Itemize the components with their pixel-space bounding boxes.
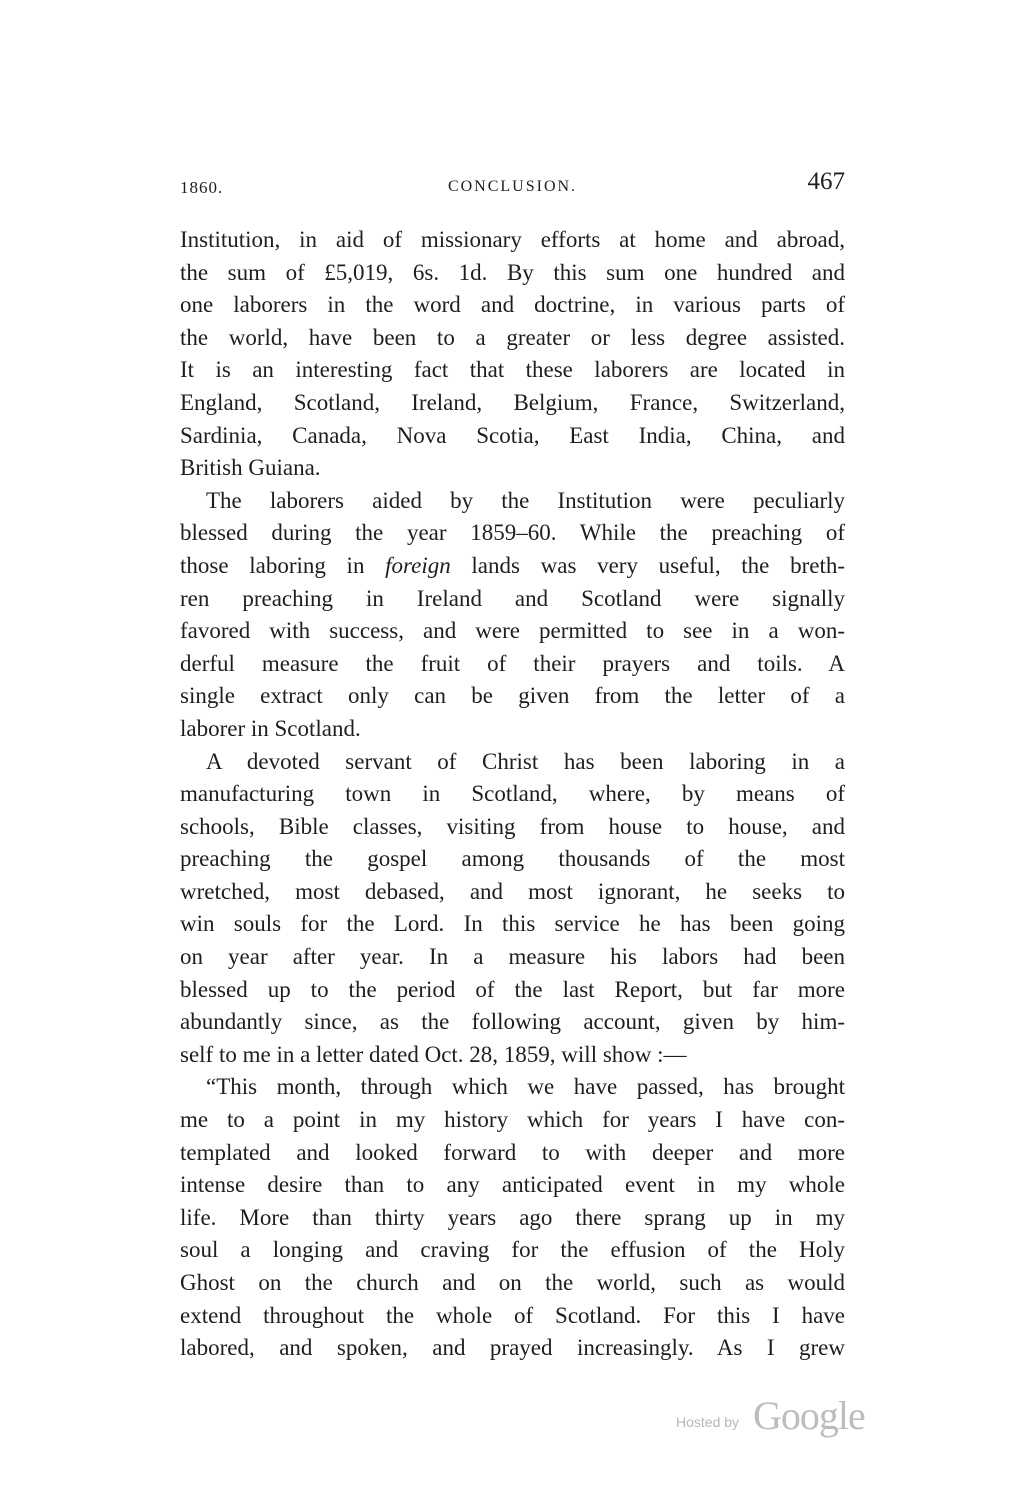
google-logo: Google [753, 1393, 865, 1438]
paragraph [180, 485, 845, 746]
paragraph [180, 1071, 845, 1364]
text-line: wretched, most debased, and most ignorant, he seeks to [180, 878, 845, 904]
paragraph [180, 224, 845, 485]
text-fragment: lands was very useful, the breth- [450, 552, 845, 578]
running-head [180, 168, 845, 202]
paragraph [180, 746, 845, 1072]
text-line: on year after year. In a measure his labors had been [180, 944, 845, 970]
page-number: 467 [807, 168, 845, 195]
text-line: schools, Bible classes, visiting from house to house, and [180, 813, 845, 839]
text-line: The laborers aided by the Institution were peculiarly [206, 487, 845, 513]
text-line: self to me in a letter dated Oct. 28, 1859, will show :— [180, 1041, 687, 1067]
body-text [180, 224, 845, 1365]
text-line: the sum of £5,019, 6s. 1d. By this sum one hundred and [180, 259, 845, 285]
text-line: “This month, through which we have passed, has brought [206, 1074, 845, 1100]
text-line: A devoted servant of Christ has been laboring in a [206, 748, 845, 774]
text-line: templated and looked forward to with deeper and more [180, 1139, 845, 1165]
text-line: blessed up to the period of the last Report, but far more [180, 976, 845, 1002]
text-line: soul a longing and craving for the effusion of the Holy [180, 1237, 845, 1263]
text-line: favored with success, and were permitted to see in a won- [180, 618, 845, 644]
text-line: the world, have been to a greater or less degree assisted. [180, 324, 845, 350]
text-line: abundantly since, as the following account, given by him- [180, 1009, 845, 1035]
text-line: Ghost on the church and on the world, such as would [180, 1270, 845, 1295]
text-line: win souls for the Lord. In this service he has been going [180, 911, 845, 937]
hosted-by-google-watermark [676, 1392, 886, 1442]
text-line: intense desire than to any anticipated event in my whole [180, 1172, 845, 1198]
text-line: single extract only can be given from the letter of a [180, 683, 845, 709]
text-line: laborer in Scotland. [180, 715, 361, 741]
emphasis-foreign: foreign [385, 552, 451, 578]
text-line: It is an interesting fact that these laborers are located in [180, 357, 845, 383]
text-line: derful measure the fruit of their prayers and toils. A [180, 650, 845, 676]
text-line: life. More than thirty years ago there sprang up in my [180, 1204, 845, 1230]
text-line: blessed during the year 1859–60. While the preaching of [180, 520, 845, 546]
watermark-hosted-by: Hosted by [676, 1414, 740, 1430]
text-line: England, Scotland, Ireland, Belgium, France, Switzerland, [180, 389, 845, 415]
text-line: extend throughout the whole of Scotland. For this I have [180, 1302, 845, 1328]
running-head-year: 1860. [180, 178, 224, 197]
text-line: Institution, in aid of missionary efforts at home and abroad, [180, 227, 845, 252]
text-fragment: those laboring in [180, 552, 386, 578]
text-line: ren preaching in Ireland and Scotland were signally [180, 585, 845, 611]
text-line: British Guiana. [180, 455, 321, 481]
text-line: labored, and spoken, and prayed increasingly. As I grew [180, 1335, 845, 1361]
running-head-title: CONCLUSION. [447, 178, 578, 195]
text-line: Sardinia, Canada, Nova Scotia, East India, China, and [180, 422, 845, 448]
text-line: me to a point in my history which for years I have con- [180, 1107, 845, 1133]
text-line [180, 550, 845, 583]
text-line: preaching the gospel among thousands of the most [180, 846, 845, 872]
text-line: one laborers in the word and doctrine, in various parts of [180, 292, 845, 318]
text-line: manufacturing town in Scotland, where, by means of [180, 781, 845, 807]
